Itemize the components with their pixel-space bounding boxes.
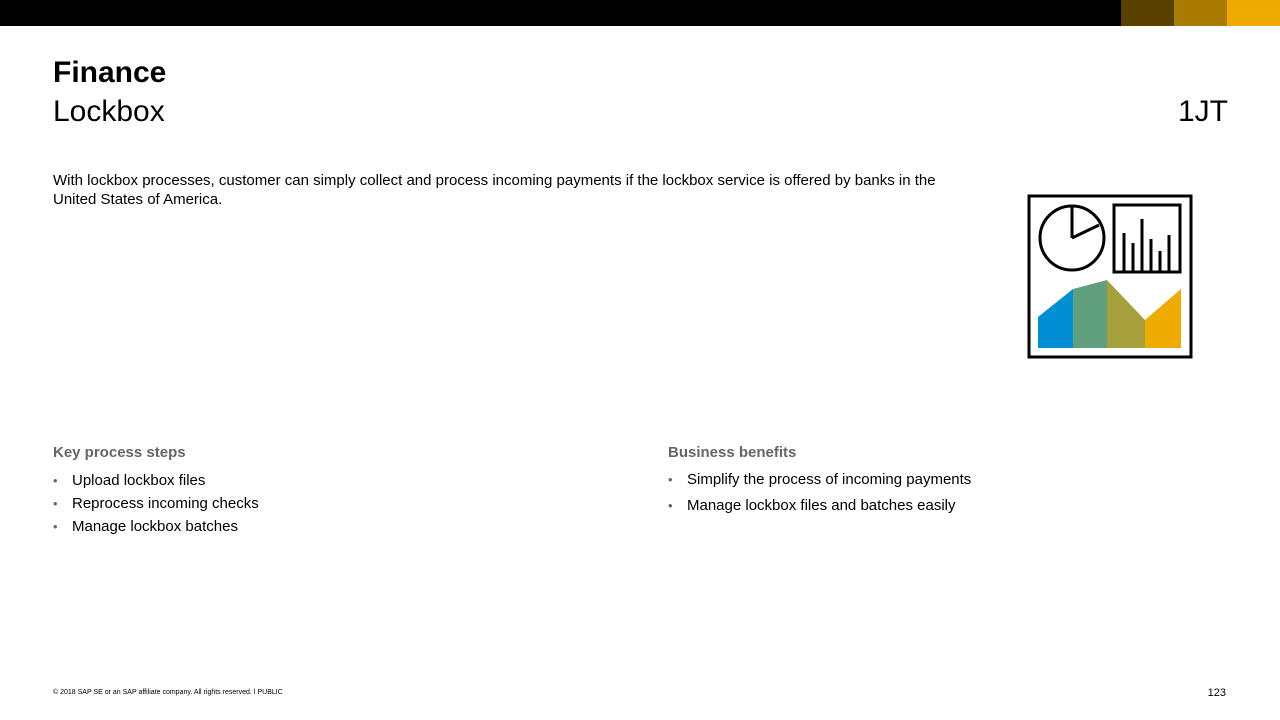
- brand-swatch-dark: [1121, 0, 1174, 26]
- bullet-icon: •: [53, 519, 58, 534]
- benefits-list: [668, 470, 971, 522]
- list-item: • Upload lockbox files: [53, 472, 206, 489]
- benefits-heading: Business benefits: [668, 444, 797, 461]
- bullet-icon: •: [53, 496, 58, 511]
- list-item: • Manage lockbox files and batches easily: [668, 497, 956, 514]
- key-steps-list: [53, 471, 259, 540]
- description: With lockbox processes, customer can simply collect and process incoming payments if the lockbox service is offered by banks in the United States of America.: [53, 172, 936, 208]
- area-segment-green: [1073, 280, 1107, 348]
- top-bar: [0, 0, 1280, 26]
- analytics-dashboard-icon: [1026, 193, 1194, 360]
- bullet-icon: •: [668, 498, 673, 513]
- key-steps-heading: Key process steps: [53, 444, 186, 461]
- page-subtitle: Lockbox: [53, 95, 165, 128]
- list-item: • Manage lockbox batches: [53, 518, 238, 535]
- copyright-footer: © 2018 SAP SE or an SAP affiliate company. All rights reserved. ǀ PUBLIC: [53, 689, 283, 696]
- list-item: • Simplify the process of incoming payments: [668, 471, 972, 488]
- page-number: 123: [1207, 687, 1226, 699]
- brand-swatch-mid: [1174, 0, 1227, 26]
- brand-swatch-light: [1227, 0, 1280, 26]
- bullet-icon: •: [668, 472, 673, 487]
- bullet-icon: •: [53, 473, 58, 488]
- list-item: • Reprocess incoming checks: [53, 495, 259, 512]
- scope-item-code: 1JT: [1177, 95, 1228, 128]
- page-title: Finance: [53, 56, 167, 89]
